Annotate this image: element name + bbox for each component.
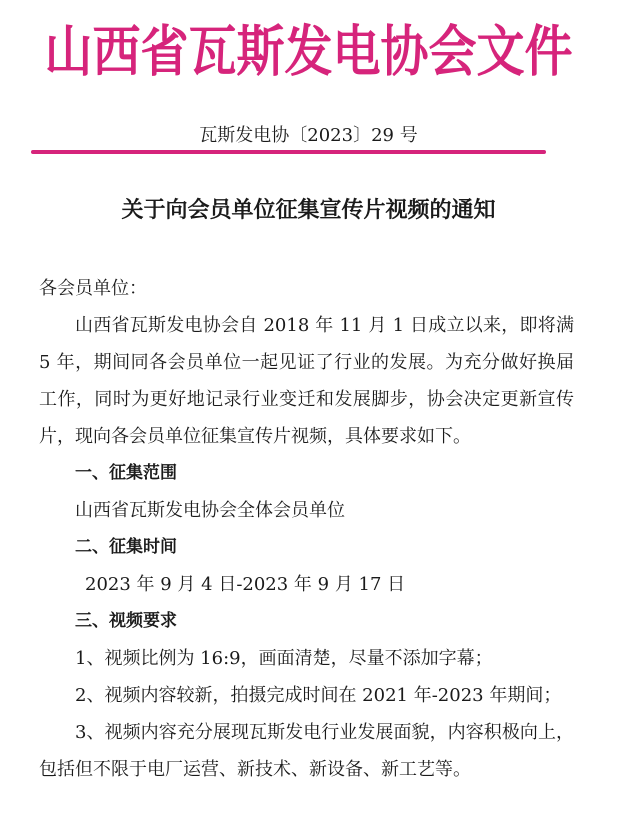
notice-body [39,270,574,788]
document-header-title: 山西省瓦斯发电协会文件 [44,19,573,85]
section-heading-requirements: 三、视频要求 [75,611,177,631]
section-heading-time: 二、征集时间 [75,537,177,557]
requirement-item: 2、视频内容较新，拍摄完成时间在 2021 年-2023 年期间； [75,685,562,706]
header-red-rule [31,150,546,154]
section-heading-scope: 一、征集范围 [75,463,177,483]
notice-title: 关于向会员单位征集宣传片视频的通知 [121,198,496,223]
section-text-time: 2023 年 9 月 4 日-2023 年 9 月 17 日 [85,574,406,595]
section-text-scope: 山西省瓦斯发电协会全体会员单位 [75,500,345,521]
document-number: 瓦斯发电协〔2023〕29 号 [199,125,418,146]
requirement-item: 3、视频内容充分展现瓦斯发电行业发展面貌，内容积极向上，包括但不限于电厂运营、新技术、新设备、新工艺等。 [39,722,574,780]
salutation: 各会员单位： [39,278,147,299]
intro-paragraph: 山西省瓦斯发电协会自 2018 年 11 月 1 日成立以来，即将满 5 年，期间同各会员单位一起见证了行业的发展。为充分做好换届工作，同时为更好地记录行业变迁和发展脚步，协会决定更新宣传片，现向各会员单位征集宣传片视频，具体要求如下。 [39,315,574,447]
requirement-item: 1、视频比例为 16:9，画面清楚，尽量不添加字幕； [75,648,493,669]
